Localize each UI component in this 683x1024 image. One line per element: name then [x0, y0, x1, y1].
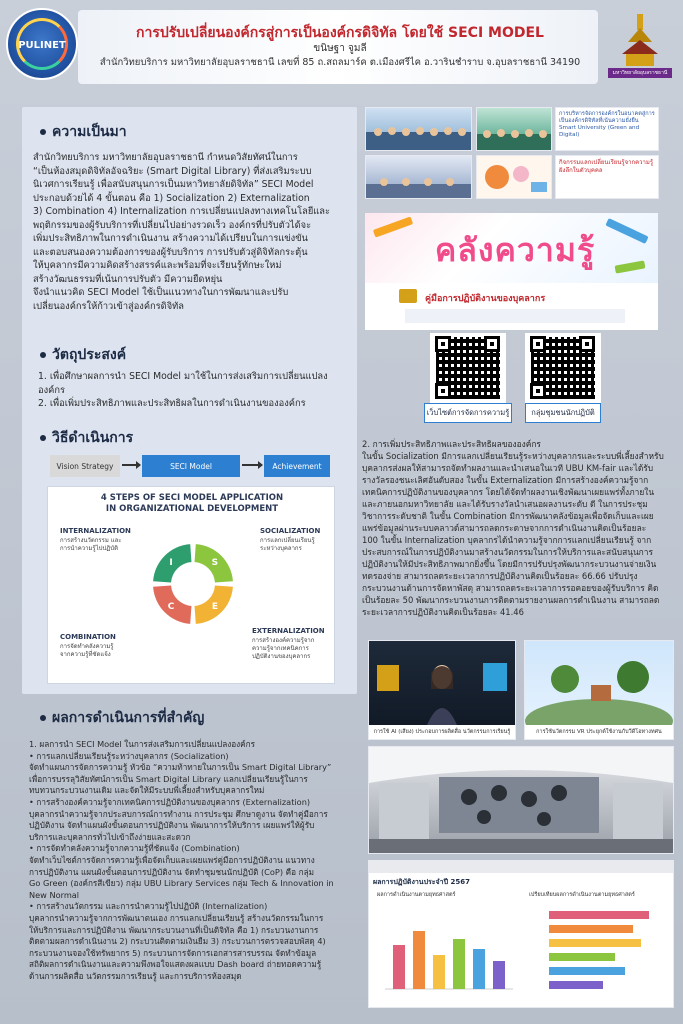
seci-wheel [150, 541, 236, 627]
results-line: บุคลากรนำความรู้จากประสบการณ์การทำงาน การประชุม ศึกษาดูงาน จัดทำคู่มือการ [29, 808, 328, 819]
efficiency-line: กระบวนงานด้านการจัดหาพัสดุ สามารถลดระยะเวลาการรอคอยของผู้รับบริการ คิด [362, 583, 659, 593]
logo-text: PULINET [18, 40, 66, 51]
dashboard-hbar-chart [529, 903, 669, 999]
qr-code-cop-group[interactable] [525, 333, 601, 403]
seci-wheel-center [174, 565, 212, 603]
vr-thumbnail[interactable] [524, 640, 674, 740]
seci-diagram [47, 486, 335, 684]
photo-meeting-1 [365, 107, 472, 151]
combination-label: COMBINATION [60, 633, 116, 641]
objectives-text [38, 370, 350, 411]
results-line: Go Green (องค์กรสีเขียว) กลุ่ม UBU Library Services กลุ่ม Tech & Innovation in [29, 878, 334, 889]
objective-line: 1. เพื่อศึกษาผลการนำ SECI Model มาใช้ในการส่งเสริมการเปลี่ยนแปลง [38, 371, 328, 382]
temple-icon [622, 14, 658, 66]
seci-title: 4 STEPS OF SECI MODEL APPLICATION IN ORGANIZATIONAL DEVELOPMENT [100, 493, 284, 514]
author: ขนิษฐา จูมลี [313, 43, 367, 54]
method-flow [50, 449, 330, 483]
bullet-icon [40, 435, 46, 441]
background-line: สำนักวิทยบริการ มหาวิทยาลัยอุบลราชธานี กำหนดวิสัยทัศน์ในการ [33, 152, 298, 163]
internalization-label: INTERNALIZATION [60, 527, 131, 535]
results-line: ทบทวนกระบวนงานเดิม และจัดให้มีระบบพี่เลี้ยงสำหรับบุคลากรใหม่ [29, 785, 265, 796]
results-line: จัดทำเว็บไซต์การจัดการความรู้เพื่อจัดเก็บและเผยแพร่คู่มือการปฏิบัติงาน แนวทาง [29, 854, 315, 865]
flow-seci: SECI Model [142, 455, 240, 477]
results-line: • การสร้างนวัตกรรม และการนำความรู้ไปปฏิบัติ (Internalization) [29, 901, 268, 912]
results-line: กระบวนงานจองใช้ทรัพยากร 5) กระบวนการจัดการเอกสารสารบรรณ จัดทำข้อมูล [29, 947, 317, 958]
seci-wheel-letter: S [211, 558, 219, 569]
banner-footer [405, 309, 625, 323]
university-caption: มหาวิทยาลัยอุบลราชธานี [608, 68, 672, 78]
background-line: จึงนำแนวคิด SECI Model ใช้เป็นแนวทางในการพัฒนาและปรับ [33, 287, 289, 298]
results-line: บริการและบุคลากรทั่วไปเข้าถึงง่ายและสะดวก [29, 831, 191, 842]
efficiency-line: 100 ในขั้น Internalization บุคลากรได้นำความรู้จากการแลกเปลี่ยนเรียนรู้ จาก [362, 535, 652, 545]
results-line: การปฏิบัติงาน แผนผังขั้นตอนการปฏิบัติงาน จัดทำชุมชนนักปฏิบัติ (CoP) คือ กลุ่ม [29, 866, 315, 877]
university-mini-logo-icon [399, 289, 417, 303]
efficiency-line: เป็นร้อยละ 50 พัฒนากระบวนงานการติดตามรายงานผลการดำเนินงาน สามารถลด [362, 595, 660, 605]
bullet-icon [40, 129, 46, 135]
background-line: 3) Combination 4) Internalization การเปลี่ยนแปลงทางเทคโนโลยีและ [33, 206, 330, 217]
pulinet-logo [6, 8, 78, 80]
efficiency-line: วิชาการระดับชาติ ในขั้น Combination มีการพัฒนาคลังข้อมูลเพื่อจัดเก็บและเผย [362, 511, 654, 521]
externalization-desc: การสร้างองค์ความรู้จาก ความรู้จากเทคนิคการ ปฏิบัติงานของบุคลากร [252, 637, 315, 660]
background-line: พฤติกรรมของผู้รับบริการที่เปลี่ยนไปอย่างรวดเร็ว องค์กรที่ปรับตัวได้จะ [33, 219, 312, 231]
method-heading: วิธีดำเนินการ [40, 427, 133, 449]
background-line: ให้บุคลากรมีความคิดสร้างสรรค์และพร้อมที่จะเรียนรู้ทักษะใหม่ [33, 260, 282, 271]
group-photo-icon [477, 108, 551, 150]
dashboard-right-label: เปรียบเทียบผลการดำเนินงานตามยุทธศาสตร์ [529, 892, 635, 898]
seci-wheel-letter: C [167, 601, 175, 612]
efficiency-line: แพร่ข้อมูลผ่านระบบคลาวด์สามารถลดกระดาษจากการดำเนินงานคิดเป็นร้อยละ [362, 523, 647, 533]
objective-line: 2. เพื่อเพิ่มประสิทธิภาพและประสิทธิผลในการดำเนินงานขององค์กร [38, 398, 306, 409]
results-line: New Normal [29, 889, 80, 900]
bullet-icon [40, 715, 46, 721]
results-line: บุคลากรนำความรู้จากการพัฒนาตนเอง การแลกเปลี่ยนเรียนรู้ สร้างนวัตกรรมในการ [29, 912, 324, 923]
km-graphic [476, 155, 552, 199]
background-text [33, 151, 351, 313]
university-logo [604, 12, 676, 82]
dashboard-title: ผลการปฏิบัติงานประจำปี 2567 [373, 878, 470, 886]
qr-caption-cop-group: กลุ่มชุมชนนักปฏิบัติ [525, 403, 601, 423]
km-icon [477, 156, 551, 198]
caption-box-1: การบริหารจัดการองค์กรในอนาคตสู่การเป็นองค์กรดิจิทัลที่เน้นความยั่งยืน Smart University (Green and Digital) [555, 107, 659, 151]
dashboard-bar-chart [377, 903, 517, 999]
efficiency-line: ในขั้น Socialization มีการแลกเปลี่ยนเรียนรู้ระหว่างบุคลากรและระบบพี่เลี้ยงสำหรับ [362, 451, 664, 461]
results-line: • การแลกเปลี่ยนเรียนรู้ระหว่างบุคลากร (Socialization) [29, 750, 229, 761]
results-line: ติดตามผลการดำเนินงาน 2) กระบวนติดตามเงินยืม 3) กระบวนการตรวจสอบพัสดุ 4) [29, 936, 326, 947]
vr-caption: การใช้นวัตกรรม VR ประยุกต์ใช้งานกับวีดีโอทางทศน [525, 725, 673, 739]
vr-scene-icon [525, 641, 673, 725]
objective-line: องค์กร [38, 384, 65, 396]
results-line: • การจัดทำคลังความรู้จากความรู้ที่ชัดแจ้ง (Combination) [29, 843, 240, 854]
results-line: เพื่อการบรรลุวิสัยทัศน์การเป็น Smart Digital Library แลกเปลี่ยนเรียนรู้ในการ [29, 773, 308, 784]
background-heading: ความเป็นมา [40, 121, 127, 143]
seci-wheel-letter: I [169, 558, 173, 569]
background-line: ประกอบด้วยได้ 4 ขั้นตอน คือ 1) Socialization 2) Externalization [33, 192, 310, 204]
efficiency-line: บุคลากรส่งผลให้สามารถจัดทำผลงานและนำเสนอในเวที UBU KM-fair และได้รับ [362, 463, 654, 473]
poster-title: การปรับเปลี่ยนองค์กรสู่การเป็นองค์กรดิจิทัล โดยใช้ SECI MODEL [136, 25, 544, 41]
externalization-label: EXTERNALIZATION [252, 627, 325, 635]
background-line: เปลี่ยนองค์กรให้ก้าวเข้าสู่องค์กรดิจิทัล [33, 300, 184, 312]
efficiency-line: และภายนอกมหาวิทยาลัย และได้รับรางวัลนำเสนอผลงานระดับ ดี ในการประชุม [362, 499, 648, 509]
background-line: สร้างวัฒนธรรมที่เน้นการปรับตัว มีความยืดหยุ่น [33, 273, 223, 285]
results-line: 1. ผลการนำ SECI Model ในการส่งเสริมการเปลี่ยนแปลงองค์กร [29, 739, 255, 749]
results-heading: ผลการดำเนินการที่สำคัญ [40, 707, 204, 729]
address: สำนักวิทยบริการ มหาวิทยาลัยอุบลราชธานี เลขที่ 85 ถ.สถลมาร์ค ต.เมืองศรีไค อ.วารินชำราบ จ.อุบลราชธานี 34190 [99, 57, 581, 68]
group-photo-icon [366, 156, 471, 198]
internalization-desc: การสร้างนวัตกรรม และ การนำความรู้ไปปฏิบัติ [60, 537, 122, 552]
knowledge-bank-subtitle: คู่มือการปฏิบัติงานของบุคลากร [425, 294, 546, 304]
ai-presenter-icon [369, 641, 515, 725]
results-line: สถิติผลการดำเนินงานและความพึงพอใจแสดงผลแบบ Dash board ถ่ายทอดความรู้ [29, 959, 322, 970]
background-line: เพิ่มประสิทธิภาพในการดำเนินงาน สร้างความได้เปรียบในการแข่งขัน [33, 233, 308, 244]
efficiency-line: ปฏิบัติงานให้มีประสิทธิภาพมากยิ่งขึ้น โดยมีการปรับปรุงพัฒนากระบวนงานจ่ายเงิน [362, 559, 657, 569]
efficiency-line: ระยะเวลาการปฏิบัติงานคิดเป็นร้อยละ 41.46 [362, 607, 524, 617]
dashboard-left-label: ผลการดำเนินงานตามยุทธศาสตร์ [377, 892, 456, 898]
qr-code-km-website[interactable] [430, 333, 506, 403]
office-scene-icon [369, 747, 673, 853]
flow-vision: Vision Strategy [50, 455, 120, 477]
efficiency-line: ทดรองจ่าย สามารถลดระยะเวลาการปฏิบัติงานคิดเป็นร้อยละ 66.66 ปรับปรุง [362, 571, 638, 581]
background-line: “เป็นห้องสมุดดิจิทัลอัจฉริยะ (Smart Digital Library) ที่ส่งเสริมระบบ [33, 165, 312, 177]
caption-box-2: กิจกรรมแลกเปลี่ยนเรียนรู้จากความรู้ฝังลึกในตัวบุคคล [555, 155, 659, 199]
socialization-label: SOCIALIZATION [260, 527, 321, 535]
efficiency-line: รางวัลรองชนะเลิศอันดับสอง ในขั้น Externalization มีการสร้างองค์ความรู้จาก [362, 475, 649, 485]
results-line: ให้บริการและการปฏิบัติงาน พัฒนากระบวนงานที่เป็นดิจิทัล คือ 1) กระบวนงานการ [29, 924, 319, 935]
flow-achievement: Achievement [264, 455, 330, 477]
photo-meeting-3 [365, 155, 472, 199]
seci-wheel-letter: E [211, 601, 218, 612]
efficiency-line: เทคนิคการปฏิบัติงานของบุคลากร โดยได้จัดทำผลงานเชิงพัฒนาเผยแพร่ทั้งภายใน [362, 487, 655, 497]
ai-video-thumbnail[interactable] [368, 640, 516, 740]
dashboard-screenshot [368, 860, 674, 1008]
office-photo [368, 746, 674, 854]
results-line: ปฏิบัติงาน จัดทำแผนผังขั้นตอนการปฏิบัติงาน พัฒนาการให้บริการ เผยแพร่ให้ผู้รับ [29, 820, 315, 831]
results-line: ด้านการผลิตสื่อ นวัตกรรมการเรียนรู้ และการบริการห้องสมุด [29, 970, 242, 981]
combination-desc: การจัดทำคลังความรู้ จากความรู้ที่ชัดแจ้ง [60, 643, 114, 658]
efficiency-text [362, 438, 674, 618]
bullet-icon [40, 352, 46, 358]
socialization-desc: การแลกเปลี่ยนเรียนรู้ ระหว่างบุคลากร [260, 537, 315, 552]
header [0, 0, 683, 92]
photo-meeting-2 [476, 107, 552, 151]
arrow-icon [122, 464, 140, 466]
efficiency-line: ประสบการณ์ในการปฏิบัติงานมาสร้างนวัตกรรมในการให้บริการและสนับสนุนการ [362, 547, 653, 557]
results-line: จัดทำแผนการจัดการความรู้ หัวข้อ “ความท้าทายในการเป็น Smart Digital Library” [29, 762, 332, 773]
group-photo-icon [366, 108, 471, 150]
knowledge-bank-banner [365, 213, 658, 330]
background-line: และตอบสนองความต้องการของผู้รับบริการ การปรับตัวสู่ดิจิทัลกระตุ้น [33, 246, 308, 258]
video-caption: การใช้ AI (เสียง) ประกอบการผลิตสื่อ นวัตกรรมการเรียนรู้ [369, 725, 515, 739]
objectives-heading: วัตถุประสงค์ [40, 344, 126, 366]
arrow-icon [242, 464, 262, 466]
knowledge-bank-title: คลังความรู้ [434, 231, 596, 269]
background-line: นิเวศการเรียนรู้ เพื่อสนับสนุนการเป็นมหาวิทยาลัยดิจิทัล” SECI Model [33, 179, 314, 190]
browser-bar [369, 861, 673, 873]
efficiency-line: 2. การเพิ่มประสิทธิภาพและประสิทธิผลขององค์กร [362, 439, 541, 449]
results-text [29, 739, 347, 982]
results-line: • การสร้างองค์ความรู้จากเทคนิคการปฏิบัติงานของบุคลากร (Externalization) [29, 796, 311, 807]
qr-caption-km-website: เว็บไซต์การจัดการความรู้ [424, 403, 512, 423]
